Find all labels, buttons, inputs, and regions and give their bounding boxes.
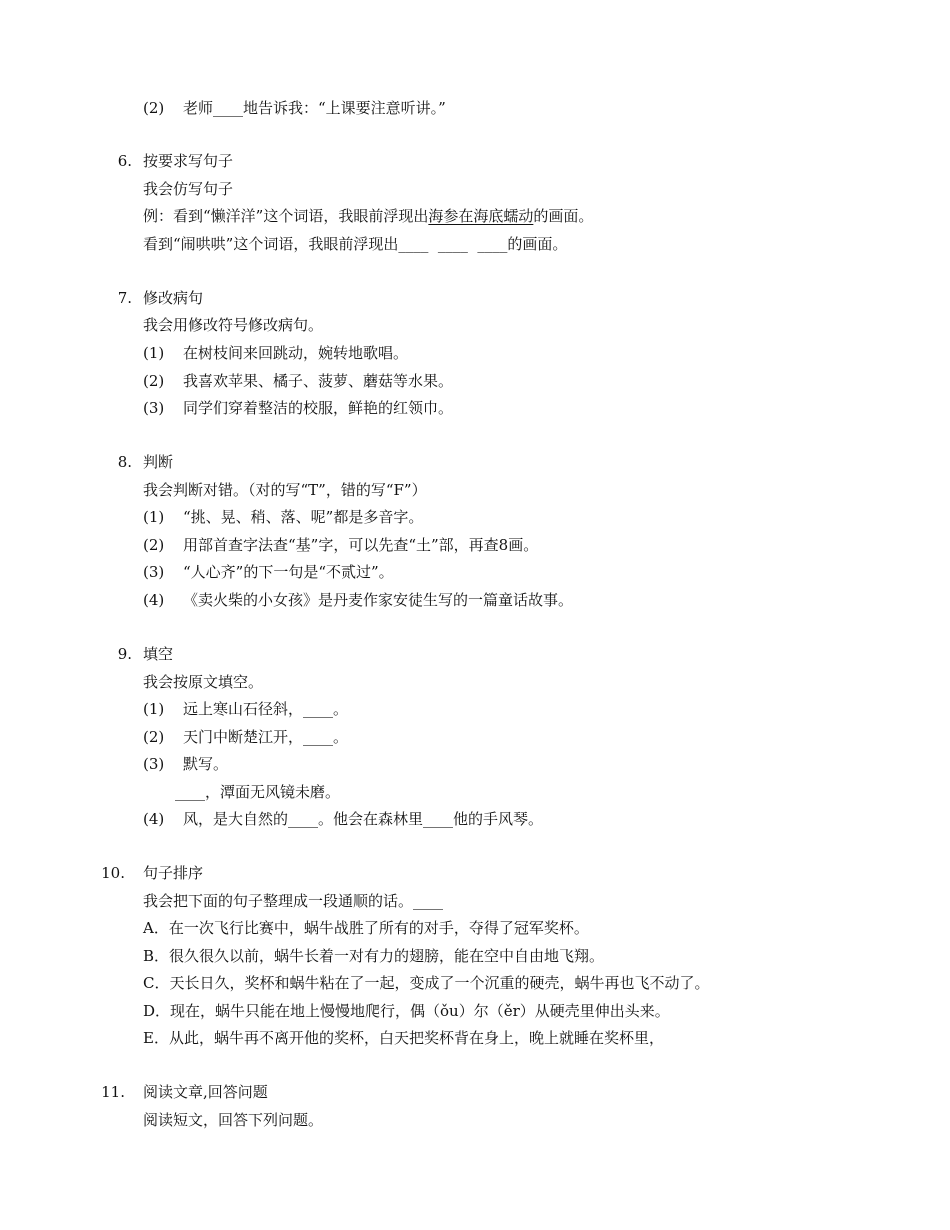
item-number: (3): [143, 399, 165, 417]
list-subitem: ____，潭面无风镜未磨。: [175, 783, 341, 801]
list-item: [143, 727, 348, 747]
example-sentence: [143, 206, 593, 226]
item-text: “人心齐”的下一句是“不贰过”。: [183, 563, 394, 581]
question-instruction: 阅读短文，回答下列问题。: [143, 1111, 324, 1129]
question-number: 10.: [101, 864, 125, 882]
question-instruction: 我会仿写句子: [143, 180, 234, 198]
item-text: 天门中断楚江开，____。: [183, 728, 349, 746]
question-title: 填空: [143, 645, 174, 663]
option-item: C．天长日久，奖杯和蜗牛粘在了一起，变成了一个沉重的硬壳，蜗牛再也飞不动了。: [143, 974, 710, 992]
question-instruction: 我会把下面的句子整理成一段通顺的话。____: [143, 892, 444, 910]
question-title: 阅读文章,回答问题: [143, 1083, 268, 1101]
question-number: 6.: [117, 152, 132, 170]
list-item: [143, 398, 453, 418]
item-number: (3): [143, 563, 165, 581]
question-title: 修改病句: [143, 289, 204, 307]
example-underlined: 海参在海底蠕动: [428, 207, 534, 225]
item-number: (1): [143, 344, 165, 362]
option-item: D．现在，蜗牛只能在地上慢慢地爬行，偶（ǒu）尔（ěr）从硬壳里伸出头来。: [143, 1002, 670, 1020]
list-item: [143, 535, 538, 555]
item-text-b: 地告诉我：“上课要注意听讲。”: [243, 99, 446, 117]
item-text: “挑、晃、稍、落、呢”都是多音字。: [183, 508, 424, 526]
example-text-b: 的画面。: [533, 207, 594, 225]
question-number: 11.: [101, 1083, 125, 1101]
question-number: 8.: [117, 453, 132, 471]
list-item: [143, 809, 543, 829]
item-number: (3): [143, 755, 165, 773]
question-title: 句子排序: [143, 864, 204, 882]
option-item: B．很久很久以前，蜗牛长着一对有力的翅膀，能在空中自由地飞翔。: [143, 947, 605, 965]
item-text: 在树枝间来回跳动，婉转地歌唱。: [183, 344, 409, 362]
item-text-a: 老师: [183, 99, 214, 117]
item-text: 我喜欢苹果、橘子、菠萝、蘑菇等水果。: [183, 372, 454, 390]
task-text-b: 的画面。: [507, 235, 568, 253]
item-text: 用部首查字法查“基”字，可以先查“土”部，再查8画。: [183, 536, 539, 554]
list-item: [143, 754, 228, 774]
item-text: 默写。: [183, 755, 229, 773]
question-number: 9.: [117, 645, 132, 663]
list-item: [143, 343, 408, 363]
item-number: (2): [143, 372, 165, 390]
question-instruction: 我会判断对错。（对的写“T”，错的写“F”）: [143, 481, 427, 499]
task-text-a: 看到“闹哄哄”这个词语，我眼前浮现出: [143, 235, 399, 253]
list-item: [143, 590, 573, 610]
list-item: [143, 507, 423, 527]
item-text: 远上寒山石径斜，____。: [183, 700, 349, 718]
item-text: 风，是大自然的____。他会在森林里____他的手风琴。: [183, 810, 544, 828]
task-sentence: [143, 234, 567, 254]
question-number: 7.: [117, 289, 132, 307]
q5-item-2: [143, 98, 446, 118]
item-text: 同学们穿着整洁的校服，鲜艳的红领巾。: [183, 399, 454, 417]
question-instruction: 我会按原文填空。: [143, 673, 264, 691]
list-item: [143, 699, 348, 719]
list-item: [143, 371, 453, 391]
example-text-a: 例：看到“懒洋洋”这个词语，我眼前浮现出: [143, 207, 429, 225]
question-instruction: 我会用修改符号修改病句。: [143, 316, 324, 334]
item-number: (4): [143, 591, 165, 609]
option-item: E．从此，蜗牛再不离开他的奖杯，白天把奖杯背在身上，晚上就睡在奖杯里，: [143, 1029, 664, 1047]
question-title: 按要求写句子: [143, 152, 234, 170]
list-item: [143, 562, 394, 582]
option-item: A．在一次飞行比赛中，蜗牛战胜了所有的对手，夺得了冠军奖杯。: [143, 919, 589, 937]
question-title: 判断: [143, 453, 174, 471]
answer-blanks[interactable]: ____ ____ ____: [398, 235, 508, 253]
item-number: (1): [143, 700, 165, 718]
item-number: (4): [143, 810, 165, 828]
item-number: (2): [143, 99, 165, 117]
item-number: (2): [143, 536, 165, 554]
item-number: (1): [143, 508, 165, 526]
item-text: 《卖火柴的小女孩》是丹麦作家安徒生写的一篇童话故事。: [183, 591, 574, 609]
item-number: (2): [143, 728, 165, 746]
answer-blank[interactable]: ____: [213, 99, 244, 117]
